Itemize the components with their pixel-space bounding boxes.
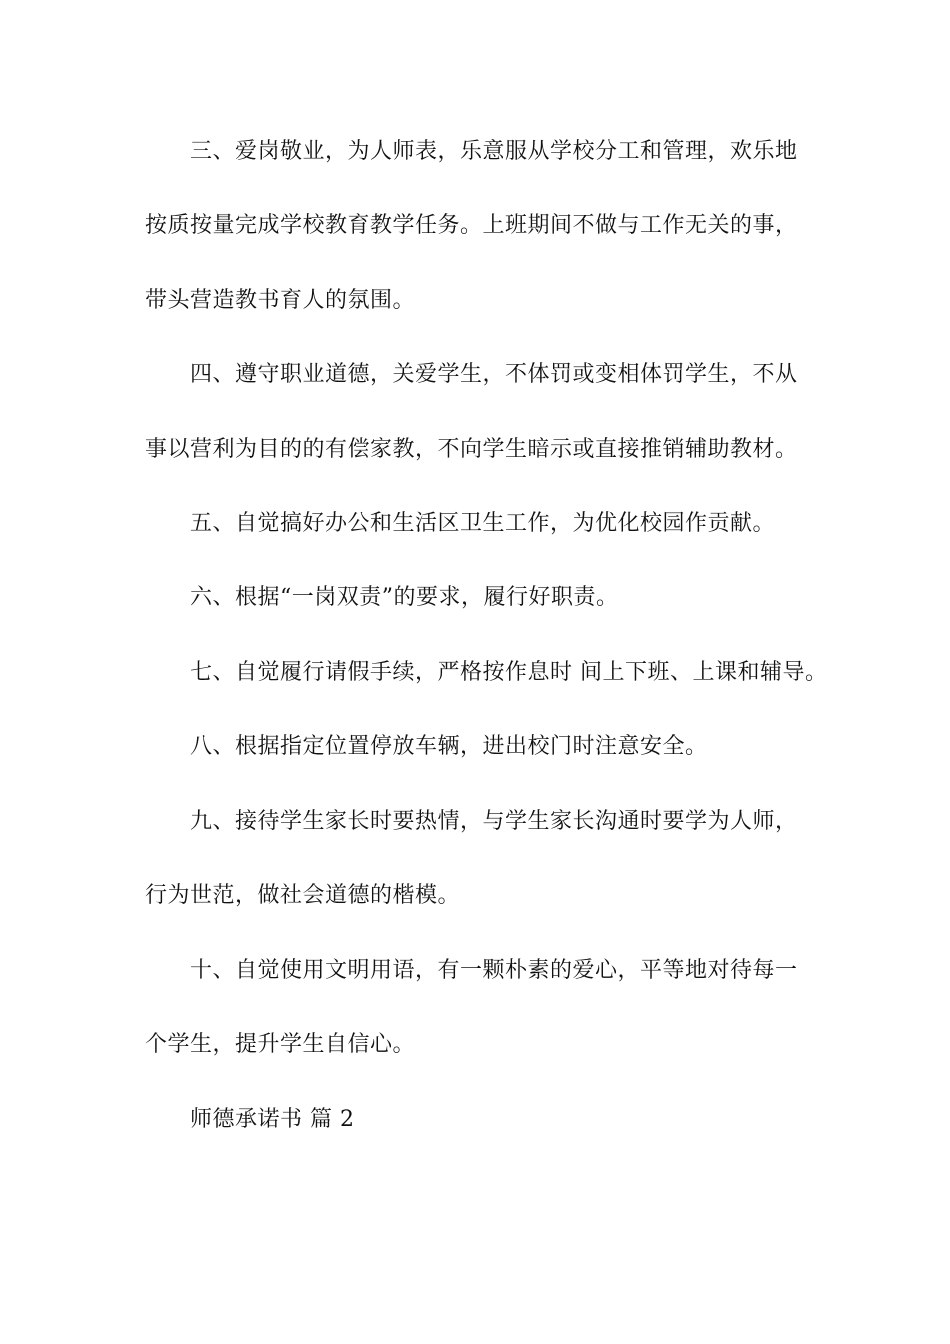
paragraph-5: 五、自觉搞好办公和生活区卫生工作，为优化校园作贡献。 [190,511,776,536]
paragraph-6: 六、根据“一岗双责”的要求，履行好职责。 [190,585,619,610]
paragraph-8: 八、根据指定位置停放车辆，进出校门时注意安全。 [190,734,708,759]
paragraph-4-line-1: 四、遵守职业道德，关爱学生，不体罚或变相体罚学生，不从 [190,362,798,387]
paragraph-10-line-1: 十、自觉使用文明用语，有一颗朴素的爱心，平等地对待每一 [190,958,798,983]
paragraph-3-line-1: 三、爱岗敬业，为人师表，乐意服从学校分工和管理，欢乐地 [190,139,798,164]
paragraph-9-line-1: 九、接待学生家长时要热情，与学生家长沟通时要学为人师， [190,809,798,834]
paragraph-9-line-2: 行为世范，做社会道德的楷模。 [145,883,461,908]
paragraph-3-line-2: 按质按量完成学校教育教学任务。上班期间不做与工作无关的事， [145,213,798,238]
section-heading: 师德承诺书 篇 2 [190,1107,355,1132]
paragraph-3-line-3: 带头营造教书育人的氛围。 [145,288,416,313]
paragraph-4-line-2: 事以营利为目的的有偿家教，不向学生暗示或直接推销辅助教材。 [145,437,798,462]
paragraph-10-line-2: 个学生，提升学生自信心。 [145,1032,416,1057]
paragraph-7: 七、自觉履行请假手续，严格按作息时 间上下班、上课和辅导。 [190,660,828,685]
